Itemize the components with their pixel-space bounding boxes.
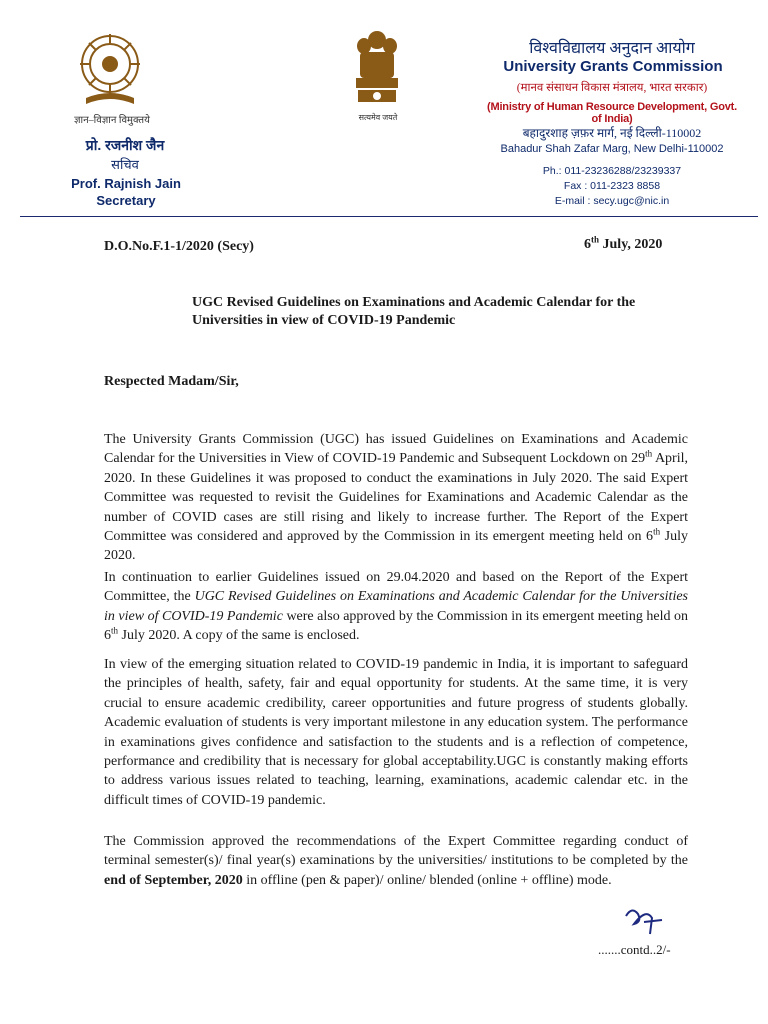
- deadline-highlight: end of September, 2020: [104, 872, 243, 888]
- letter-subject: UGC Revised Guidelines on Examinations and Academic Calendar for the Universities in view of COVID-19 Pandemic: [192, 295, 636, 328]
- person-title-hindi: सचिव: [111, 157, 139, 172]
- guidelines-title: UGC Revised Guidelines on Examinations and Academic Calendar for the Universities in view of COVID-19 Pandemic: [104, 589, 688, 624]
- email-address: E-mail : secy.ugc@nic.in: [554, 195, 670, 207]
- address-hindi: बहादुरशाह ज़फ़र मार्ग, नई दिल्ली-110002: [522, 126, 702, 140]
- continued-marker: .......contd..2/-: [598, 942, 671, 957]
- paragraph-2: In continuation to earlier Guidelines issued on 29.04.2020 and based on the Report of the Expert Committee, the UGC Revised Guidelines on Examinations and Academic Calendar for the Universities in view of COVID-19 Pandemic were also approved by the Commission in its emergent meeting held on 6th July 2020. A copy of the same is enclosed.: [104, 570, 688, 644]
- emblem-motto: सत्यमेव जयते: [358, 113, 398, 122]
- person-name-hindi: प्रो. रजनीश जैन: [85, 137, 165, 153]
- phone-number: Ph.: 011-23236288/23239337: [542, 165, 682, 177]
- paragraph-1: The University Grants Commission (UGC) has issued Guidelines on Examinations and Academic Calendar for the Universities in View of COVID-19 Pandemic and Subsequent Lockdown on 29th April, 2020. In these Guidelines it was proposed to conduct the examinations in July 2020. The said Expert Committee was requested to revisit the Guidelines for Examinations and Academic Calendar as the number of COVID cases are still rising and likely to increase further. The Report of the Expert Committee was considered and approved by the Commission in its emergent meeting held on 6th July 2020.: [104, 432, 688, 564]
- person-title: Secretary: [96, 193, 156, 208]
- ministry-name: (Ministry of Human Resource Development, Govt. of India): [487, 101, 737, 125]
- national-emblem: [352, 28, 402, 108]
- letter-date: 6th July, 2020: [584, 234, 663, 252]
- org-name-hindi: विश्वविद्यालय अनुदान आयोग: [529, 40, 695, 57]
- signature: [620, 904, 668, 936]
- person-name: Prof. Rajnish Jain: [71, 176, 181, 191]
- header-divider: [20, 216, 758, 217]
- address: Bahadur Shah Zafar Marg, New Delhi-110002: [500, 143, 724, 155]
- org-name: University Grants Commission: [503, 58, 723, 75]
- paragraph-4: The Commission approved the recommendations of the Expert Committee regarding conduct of terminal semester(s)/ final year(s) examinations by the universities/ institutions to be completed by the end of September, 2020 in offline (pen & paper)/ online/ blended (online + offline) mode.: [104, 834, 688, 888]
- reference-number: D.O.No.F.1-1/2020 (Secy): [104, 239, 254, 254]
- fax-number: Fax : 011-2323 8858: [563, 180, 661, 192]
- paragraph-3: In view of the emerging situation related to COVID-19 pandemic in India, it is important to safeguard the principles of health, safety, fair and equal opportunity for students. At the same time, it is very crucial to ensure academic credibility, career opportunities and future progress of students globally. Academic evaluation of students is very important milestone in any education system. The performance in examinations gives confidence and satisfaction to the students and is a reflection of competence, performance and credibility that is necessary for global acceptability.UGC is constantly making efforts to address various issues related to teaching, learning, examinations, academic calendar etc. in the difficult times of COVID-19 pandemic.: [104, 657, 688, 808]
- ugc-motto: ज्ञान–विज्ञान विमुक्तये: [74, 115, 150, 126]
- ugc-logo: [76, 30, 144, 108]
- salutation: Respected Madam/Sir,: [104, 374, 239, 389]
- ministry-hindi: (मानव संसाधन विकास मंत्रालय, भारत सरकार): [516, 82, 708, 94]
